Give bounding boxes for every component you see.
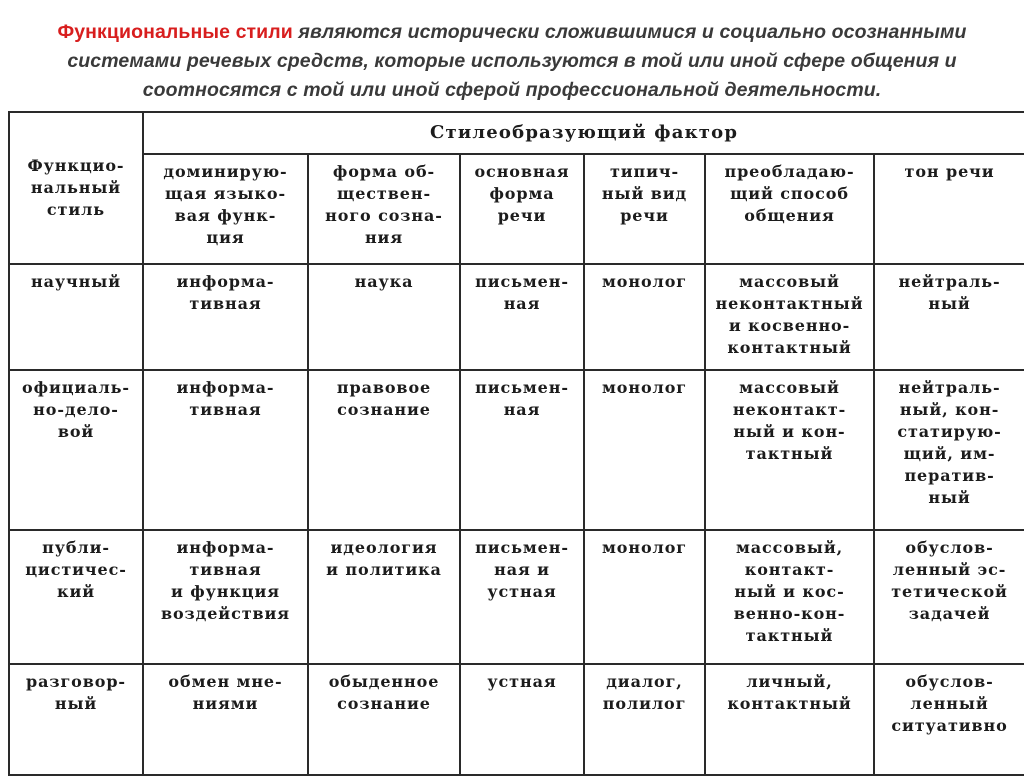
row-header-cell: Функцио- нальный стиль <box>9 112 143 264</box>
table-cell: массовый неконтактный и косвенно- контактный <box>705 264 874 370</box>
table-cell: монолог <box>584 264 705 370</box>
column-header: доминирую- щая языко- вая функ- ция <box>143 154 308 264</box>
row-style-name: публи- цистичес- кий <box>9 530 143 664</box>
row-style-name: официаль- но-дело- вой <box>9 370 143 530</box>
table-row <box>9 664 1024 775</box>
table-cell: устная <box>460 664 584 775</box>
factor-header-cell: Стилеобразующий фактор <box>143 112 1024 154</box>
table-cell: письмен- ная и устная <box>460 530 584 664</box>
table-row <box>9 264 1024 370</box>
column-header: тон речи <box>874 154 1024 264</box>
table-cell: массовый неконтакт- ный и кон- тактный <box>705 370 874 530</box>
row-style-name: разговор- ный <box>9 664 143 775</box>
column-header: преобладаю- щий способ общения <box>705 154 874 264</box>
table-cell: информа- тивная <box>143 370 308 530</box>
table-cell: информа- тивная и функция воздействия <box>143 530 308 664</box>
table-cell: обуслов- ленный эс- тетической задачей <box>874 530 1024 664</box>
column-header: типич- ный вид речи <box>584 154 705 264</box>
table-cell: правовое сознание <box>308 370 460 530</box>
styles-table <box>8 111 1024 776</box>
table-cell: обмен мне- ниями <box>143 664 308 775</box>
table-row <box>9 370 1024 530</box>
table-cell: наука <box>308 264 460 370</box>
table-cell: нейтраль- ный, кон- статирую- щий, им- ператив- ный <box>874 370 1024 530</box>
table-row <box>9 530 1024 664</box>
caption-text: являются исторически сложившимися и социально осознанными системами речевых средств, которые используются в той или иной сфере общения и соотносятся с той или иной сферой профессиональной деятельности. <box>67 21 967 101</box>
caption <box>14 18 1010 105</box>
table-cell: личный, контактный <box>705 664 874 775</box>
table-cell: обуслов- ленный ситуативно <box>874 664 1024 775</box>
table-cell: письмен- ная <box>460 370 584 530</box>
caption-highlight: Функциональные стили <box>57 21 293 43</box>
table-cell: монолог <box>584 370 705 530</box>
column-header: основная форма речи <box>460 154 584 264</box>
table-cell: массовый, контакт- ный и кос- венно-кон- тактный <box>705 530 874 664</box>
column-header: форма об- ществен- ного созна- ния <box>308 154 460 264</box>
table-cell: информа- тивная <box>143 264 308 370</box>
table-cell: обыденное сознание <box>308 664 460 775</box>
table-cell: нейтраль- ный <box>874 264 1024 370</box>
row-style-name: научный <box>9 264 143 370</box>
table-cell: письмен- ная <box>460 264 584 370</box>
table-cell: диалог, полилог <box>584 664 705 775</box>
table-cell: монолог <box>584 530 705 664</box>
table-cell: идеология и политика <box>308 530 460 664</box>
